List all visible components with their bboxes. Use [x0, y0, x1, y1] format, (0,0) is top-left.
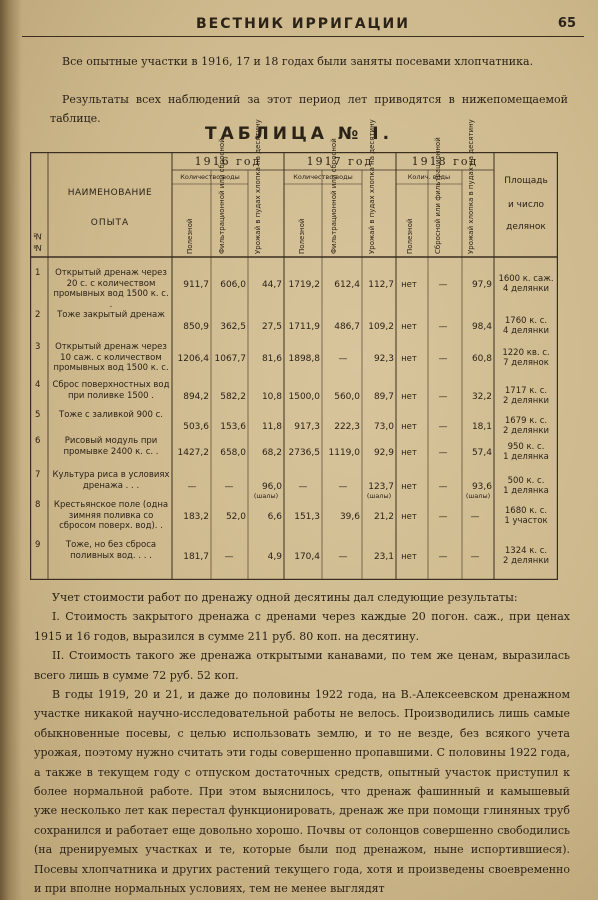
row-label: Тоже, но без сброса поливных вод. . . . [65, 540, 157, 561]
table-cell: — [470, 552, 480, 562]
water-1918-header: Колич. воды [407, 173, 451, 181]
table-cell: 1719,2 [288, 280, 320, 290]
table-cell: 92,3 [373, 354, 394, 364]
sub-yield-1918: Урожай хлопка в пудах на десятину [467, 119, 475, 254]
table-cell: 6,6 [267, 512, 282, 522]
table-cell: 606,0 [220, 280, 246, 290]
table-cell: 52,0 [225, 512, 246, 522]
table-cell: нет [401, 482, 417, 492]
table-cell: — [187, 482, 197, 492]
table-cell: 68,2 [261, 448, 282, 458]
table-cell: 4,9 [267, 552, 282, 562]
sub-yield-1916: Урожай в пудах хлопка на десятину [254, 119, 262, 254]
row-number: 8 [35, 500, 41, 510]
row-label: Культура риса в условиях дренажа . . . [52, 470, 170, 491]
row-number: 6 [35, 436, 41, 446]
yield-note-1917: (шалы) [366, 492, 392, 500]
table-cell: нет [401, 392, 417, 402]
table-cell: — [338, 552, 348, 562]
table-cell: 27,5 [261, 322, 282, 332]
area-plots: 2 делянки [503, 396, 549, 406]
table-cell: — [224, 552, 234, 562]
year-1918: 1918 год [411, 155, 479, 168]
table-cell: 151,3 [294, 512, 320, 522]
table-cell: 97,9 [471, 280, 492, 290]
sub-filtr-1916: Фильтрационной или сбросной [218, 138, 226, 254]
table-cell: 109,2 [368, 322, 394, 332]
water-1916-header: Количество воды [180, 173, 240, 181]
table-cell: 2736,5 [288, 448, 320, 458]
table-cell: — [298, 482, 308, 492]
area-plots: 1 делянка [503, 486, 549, 496]
area-value: 1679 к. с. [504, 416, 548, 426]
area-value: 1220 кв. с. [502, 348, 550, 358]
col-name-header-2: ОПЫТА [90, 218, 130, 228]
body-paragraph-3: II. Стоимость такого же дренажа открытыми канавами, по тем же ценам, выразилась всего лишь в сумме 72 руб. 52 коп. [34, 649, 570, 682]
sub-yield-1917: Урожай в пудах хлопка на десятину [368, 119, 376, 254]
area-value: 950 к. с. [507, 442, 545, 452]
running-head [22, 14, 584, 37]
table-cell: нет [401, 512, 417, 522]
sub-useful-1916: Полезной [186, 218, 194, 254]
table-cell: 11,8 [261, 422, 282, 432]
table-cell: — [438, 322, 448, 332]
row-number: 3 [35, 342, 41, 352]
table-cell: — [338, 354, 348, 364]
sub-useful-1918: Полезной [406, 218, 414, 254]
table-cell: 89,7 [373, 392, 394, 402]
intro-paragraph-1: Все опытные участки в 1916, 17 и 18 годах были заняты посевами хлопчатника. [62, 55, 534, 68]
body-paragraph-2: I. Стоимость закрытого дренажа с дренами через каждые 20 погон. саж., при ценах 1915 и 16 годов, выразился в сумме 211 руб. 80 коп. на десятину. [34, 610, 570, 643]
area-value: 1680 к. с. [504, 506, 548, 516]
table-cell: 362,5 [220, 322, 246, 332]
area-plots: 4 делянки [503, 326, 549, 336]
row-number: 2 [35, 310, 41, 320]
table-cell: нет [401, 422, 417, 432]
water-1917-header: Количество воды [293, 173, 353, 181]
table-cell: 1427,2 [177, 448, 209, 458]
col-name-header-1: НАИМЕНОВАНИЕ [67, 188, 153, 198]
table-cell: — [438, 280, 448, 290]
col-number-header: № № [33, 231, 42, 252]
table-cell: 60,8 [471, 354, 492, 364]
body-paragraph-4: В годы 1919, 20 и 21, и даже до половины 1922 года, на В.-Алексеевском дренажном участке никакой научно-исследовательной работы не велось. Производились лишь самые обыкновенные посевы, с целью использовать землю, и то не везде, без всякого учета урожая, поэтому нужно считать эти годы совершенно пропавшими. С половины 1922 года, а также в текущем году с отпуском достаточных средств, опытный участок приступил к более нормальной работе. При этом выяснилось, что дренаж фашинный и камышевый уже несколько лет как перестал функционировать, дренаж же при помощи глиняных труб сохранился и работает еще довольно хорошо. Почвы от солонцов совершенно свободились (на дренируемых участках и те, которые были под дренажом, ныне испортившиеся). Посевы хлопчатника и других растений текущего года, хотя и произведены своевременно и при вполне нормальных условиях, тем не менее выглядят [34, 688, 570, 896]
table-cell: — [438, 448, 448, 458]
table-cell: 23,1 [373, 552, 394, 562]
table-cell: 32,2 [471, 392, 492, 402]
table-cell: 486,7 [334, 322, 360, 332]
table-cell: — [338, 482, 348, 492]
row-label: Рисовый модуль при промывке 2400 к. с. . [63, 436, 159, 457]
row-number: 9 [35, 540, 41, 550]
sub-filtr-1917: Фильтрационной или сбросной [330, 138, 338, 254]
table-cell: 582,2 [220, 392, 246, 402]
table-cell: нет [401, 552, 417, 562]
col-area-header-1: Площадь [504, 176, 548, 186]
row-number: 7 [35, 470, 41, 480]
table-cell: 1898,8 [288, 354, 320, 364]
sub-filtr-1918: Сбросной или фильтрационной [434, 137, 442, 254]
year-1917: 1917 год [306, 155, 374, 168]
year-1916: 1916 год [194, 155, 262, 168]
page-number: 65 [557, 16, 576, 31]
area-value: 1760 к. с. [504, 316, 548, 326]
table-cell: 21,2 [373, 512, 394, 522]
table-cell: — [438, 422, 448, 432]
table-cell: 112,7 [368, 280, 394, 290]
table-cell: 560,0 [334, 392, 360, 402]
table-cell: нет [401, 280, 417, 290]
table-cell: — [438, 512, 448, 522]
row-number: 1 [35, 268, 41, 278]
intro-paragraph-2: Результаты всех наблюдений за этот период лет приводятся в нижепомещаемой таблице. [50, 93, 568, 125]
table-cell: 39,6 [339, 512, 360, 522]
area-plots: 2 делянки [503, 426, 549, 436]
journal-title: ВЕСТНИК ИРРИГАЦИИ [196, 16, 410, 32]
body-text [34, 588, 570, 899]
table-cell: нет [401, 448, 417, 458]
table-cell: 612,4 [334, 280, 360, 290]
table-cell: — [224, 482, 234, 492]
row-number: 4 [35, 380, 41, 390]
table-cell: 10,8 [261, 392, 282, 402]
table-cell: 18,1 [471, 422, 492, 432]
table-cell: 44,7 [261, 280, 282, 290]
table-cell: нет [401, 322, 417, 332]
area-plots: 7 делянок [503, 358, 549, 368]
table-cell: 93,6 [471, 482, 492, 492]
table-cell: 57,4 [471, 448, 492, 458]
sub-useful-1917: Полезной [298, 218, 306, 254]
table-cell: 1206,4 [177, 354, 209, 364]
table-cell: — [438, 354, 448, 364]
table-title: ТАБЛИЦА № I. [204, 124, 394, 144]
table-cell: — [470, 512, 480, 522]
table-cell: 222,3 [334, 422, 360, 432]
area-value: 500 к. с. [507, 476, 545, 486]
table-cell: 850,9 [183, 322, 209, 332]
yield-note-1918: (шалы) [465, 492, 491, 500]
area-value: 1717 к. с. [504, 386, 548, 396]
table-cell: 170,4 [294, 552, 320, 562]
table-cell: 181,7 [183, 552, 209, 562]
table-cell: 153,6 [220, 422, 246, 432]
table-cell: 911,7 [183, 280, 209, 290]
row-label: Открытый дренаж через 20 с. с количеством промывных вод 1500 к. с. . [53, 268, 169, 310]
table-cell: 183,2 [183, 512, 209, 522]
col-area-header-2: и число [507, 200, 545, 210]
table-cell: 1119,0 [328, 448, 360, 458]
table-cell: 1500,0 [288, 392, 320, 402]
area-plots: 1 делянка [503, 452, 549, 462]
table-cell: 1067,7 [214, 354, 246, 364]
table-cell: нет [401, 354, 417, 364]
row-label: Сброс поверхностных вод при поливке 1500 . [52, 380, 170, 401]
table-cell: — [438, 482, 448, 492]
row-number: 5 [35, 410, 41, 420]
table-cell: 98,4 [471, 322, 492, 332]
row-label: Открытый дренаж через 10 саж. с количеством промывных вод 1500 к. с. [53, 342, 169, 373]
area-value: 1600 к. саж. [498, 274, 554, 284]
row-label: Крестьянское поле (одна зимняя поливка со сбросом поверх. вод). . [53, 500, 169, 531]
area-plots: 1 участок [504, 516, 548, 526]
table-cell: 123,7 [368, 482, 394, 492]
col-area-header-3: делянок [506, 222, 546, 232]
table-cell: 1711,9 [288, 322, 320, 332]
area-plots: 4 делянки [503, 284, 549, 294]
table-cell: 81,6 [261, 354, 282, 364]
yield-note-1916: (шалы) [253, 492, 279, 500]
row-label: Тоже с заливкой 900 с. [59, 410, 163, 420]
table-cell: — [438, 552, 448, 562]
table-cell: 73,0 [373, 422, 394, 432]
body-paragraph-1: Учет стоимости работ по дренажу одной десятины дал следующие результаты: [52, 591, 518, 604]
area-value: 1324 к. с. [504, 546, 548, 556]
table-cell: 658,0 [220, 448, 246, 458]
table-cell: — [438, 392, 448, 402]
table-cell: 96,0 [261, 482, 282, 492]
row-label: Тоже закрытый дренаж [57, 310, 165, 320]
table-cell: 503,6 [183, 422, 209, 432]
table-cell: 894,2 [183, 392, 209, 402]
area-plots: 2 делянки [503, 556, 549, 566]
table-cell: 917,3 [294, 422, 320, 432]
table-cell: 92,9 [373, 448, 394, 458]
